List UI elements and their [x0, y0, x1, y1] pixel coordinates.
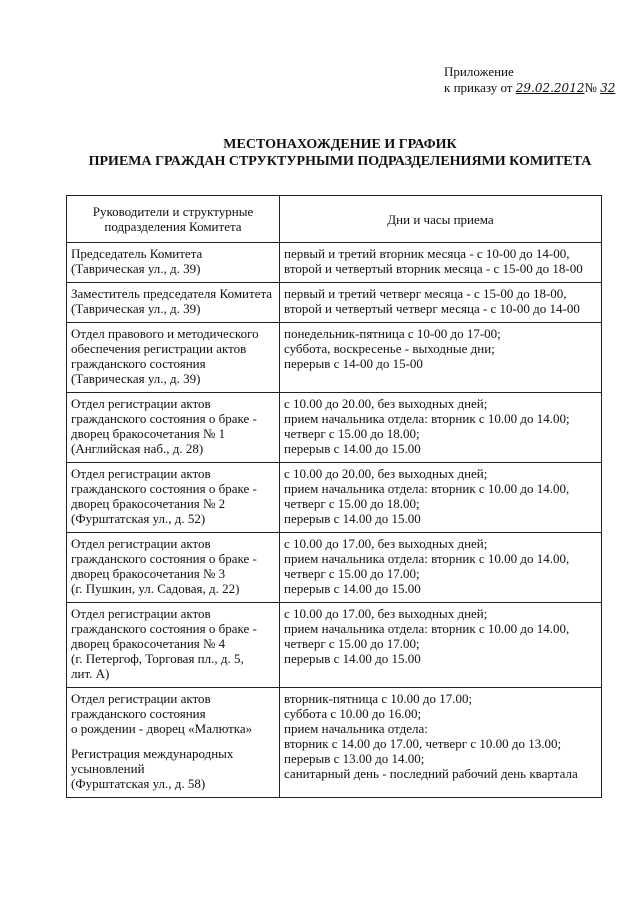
hours-cell	[280, 323, 602, 393]
header-units	[67, 196, 280, 243]
hours-line: второй и четвертый вторник месяца - с 15-00 до 18-00	[284, 261, 583, 276]
unit-line: гражданского состояния о браке -	[71, 411, 257, 426]
table-row	[67, 463, 602, 533]
hours-cell	[280, 463, 602, 533]
hours-line: с 10.00 до 17.00, без выходных дней;	[284, 606, 488, 621]
hours-cell	[280, 603, 602, 688]
hours-line: прием начальника отдела: вторник с 10.00 до 14.00,	[284, 551, 570, 566]
unit-line: Отдел регистрации актов	[71, 536, 211, 551]
unit-line: Заместитель председателя Комитета	[71, 286, 273, 301]
unit-line: гражданского состояния о браке -	[71, 621, 257, 636]
unit-cell	[67, 688, 280, 798]
hours-line: четверг с 15.00 до 17.00;	[284, 566, 420, 581]
unit-line: (Таврическая ул., д. 39)	[71, 371, 201, 386]
unit-line: обеспечения регистрации актов	[71, 341, 247, 356]
table-row	[67, 393, 602, 463]
hours-line: четверг с 15.00 до 18.00;	[284, 496, 420, 511]
title-line-1: МЕСТОНАХОЖДЕНИЕ И ГРАФИК	[223, 137, 457, 152]
unit-line: (Фурштатская ул., д. 52)	[71, 511, 206, 526]
hours-line: перерыв с 14-00 до 15-00	[284, 356, 423, 371]
hours-line: четверг с 15.00 до 17.00;	[284, 636, 420, 651]
unit-cell	[67, 603, 280, 688]
unit-cell	[67, 243, 280, 283]
hours-cell	[280, 688, 602, 798]
unit-line: Отдел регистрации актов	[71, 396, 211, 411]
unit-line: Отдел регистрации актов	[71, 691, 211, 706]
unit-line: гражданского состояния о браке -	[71, 481, 257, 496]
hours-line: вторник-пятница с 10.00 до 17.00;	[284, 691, 473, 706]
unit-line: Регистрация международных	[71, 746, 234, 761]
order-number-prefix: №	[584, 80, 601, 95]
unit-line: Отдел правового и методического	[71, 326, 259, 341]
unit-cell	[67, 463, 280, 533]
title-line-2: ПРИЕМА ГРАЖДАН СТРУКТУРНЫМИ ПОДРАЗДЕЛЕНИЯМИ КОМИТЕТА	[88, 154, 592, 169]
table-row	[67, 533, 602, 603]
table-body	[67, 243, 602, 798]
hours-line: прием начальника отдела:	[284, 721, 428, 736]
header-units-line: подразделения Комитета	[104, 219, 242, 234]
order-number: 32	[600, 81, 616, 95]
hours-line: с 10.00 до 20.00, без выходных дней;	[284, 396, 488, 411]
hours-line: перерыв с 13.00 до 14.00;	[284, 751, 425, 766]
hours-cell	[280, 283, 602, 323]
hours-line: суббота, воскресенье - выходные дни;	[284, 341, 495, 356]
unit-line: лит. А)	[71, 666, 110, 681]
unit-line: о рождении - дворец «Малютка»	[71, 721, 253, 736]
table-row	[67, 603, 602, 688]
unit-cell	[67, 283, 280, 323]
hours-line: первый и третий четверг месяца - с 15-00 до 18-00,	[284, 286, 567, 301]
hours-line: суббота с 10.00 до 16.00;	[284, 706, 422, 721]
appendix-title: Приложение	[444, 64, 514, 79]
unit-line: дворец бракосочетания № 4	[71, 636, 226, 651]
unit-line: Отдел регистрации актов	[71, 466, 211, 481]
unit-line: Отдел регистрации актов	[71, 606, 211, 621]
hours-line: понедельник-пятница с 10-00 до 17-00;	[284, 326, 501, 341]
header-hours: Дни и часы приема	[280, 196, 602, 243]
hours-cell	[280, 243, 602, 283]
order-reference-prefix: к приказу от	[444, 80, 516, 95]
unit-line: (г. Пушкин, ул. Садовая, д. 22)	[71, 581, 240, 596]
schedule-table	[66, 195, 602, 798]
unit-line: усыновлений	[71, 761, 145, 776]
hours-cell	[280, 533, 602, 603]
unit-line: дворец бракосочетания № 2	[71, 496, 226, 511]
hours-line: прием начальника отдела: вторник с 10.00 до 14.00,	[284, 621, 570, 636]
hours-line: вторник с 14.00 до 17.00, четверг с 10.00 до 13.00;	[284, 736, 562, 751]
hours-line: перерыв с 14.00 до 15.00	[284, 651, 421, 666]
hours-line: прием начальника отдела: вторник с 10.00 до 14.00;	[284, 411, 570, 426]
order-date: 29.02.2012	[515, 81, 585, 95]
unit-line: дворец бракосочетания № 1	[71, 426, 226, 441]
hours-line: перерыв с 14.00 до 15.00	[284, 441, 421, 456]
table-row	[67, 323, 602, 393]
unit-line: гражданского состояния	[71, 706, 206, 721]
unit-cell	[67, 533, 280, 603]
hours-line: второй и четвертый четверг месяца - с 10-00 до 14-00	[284, 301, 580, 316]
unit-line: (Английская наб., д. 28)	[71, 441, 204, 456]
unit-line: гражданского состояния о браке -	[71, 551, 257, 566]
unit-line	[71, 736, 275, 746]
header-units-line: Руководители и структурные	[92, 204, 254, 219]
hours-line: перерыв с 14.00 до 15.00	[284, 581, 421, 596]
hours-line: санитарный день - последний рабочий день квартала	[284, 766, 578, 781]
unit-line: (г. Петергоф, Торговая пл., д. 5,	[71, 651, 244, 666]
hours-line: прием начальника отдела: вторник с 10.00 до 14.00,	[284, 481, 570, 496]
unit-line: (Таврическая ул., д. 39)	[71, 301, 201, 316]
hours-line: первый и третий вторник месяца - с 10-00 до 14-00,	[284, 246, 570, 261]
table-row	[67, 243, 602, 283]
unit-line: дворец бракосочетания № 3	[71, 566, 226, 581]
unit-cell	[67, 393, 280, 463]
unit-line: Председатель Комитета	[71, 246, 203, 261]
hours-line: с 10.00 до 20.00, без выходных дней;	[284, 466, 488, 481]
unit-line: гражданского состояния	[71, 356, 206, 371]
order-reference	[444, 80, 615, 96]
unit-line: (Таврическая ул., д. 39)	[71, 261, 201, 276]
hours-line: перерыв с 14.00 до 15.00	[284, 511, 421, 526]
hours-line: с 10.00 до 17.00, без выходных дней;	[284, 536, 488, 551]
hours-line: четверг с 15.00 до 18.00;	[284, 426, 420, 441]
document-title	[60, 136, 620, 170]
unit-line: (Фурштатская ул., д. 58)	[71, 776, 206, 791]
table-row	[67, 283, 602, 323]
table-header-row	[67, 196, 602, 243]
unit-cell	[67, 323, 280, 393]
table-row	[67, 688, 602, 798]
hours-cell	[280, 393, 602, 463]
appendix-note	[444, 64, 615, 96]
